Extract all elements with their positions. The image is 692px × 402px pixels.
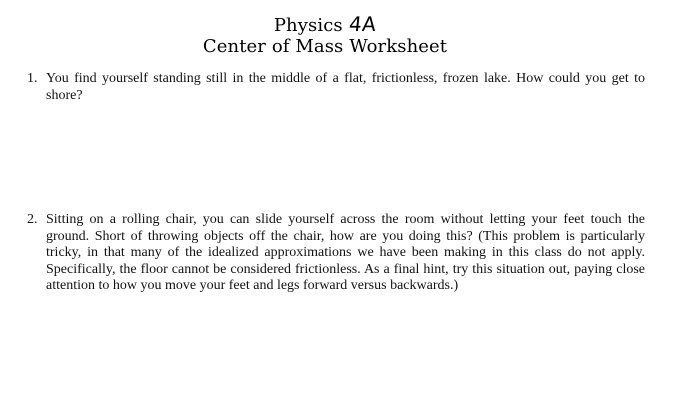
page-subtitle: Center of Mass Worksheet <box>202 36 448 57</box>
question-item <box>27 212 645 295</box>
title-prefix: Physics <box>273 15 343 36</box>
question-number: 1. <box>27 71 38 86</box>
question-number: 2. <box>27 212 38 227</box>
question-item <box>27 71 645 104</box>
worksheet-header <box>0 14 650 57</box>
question-text: Sitting on a rolling chair, you can slide yourself across the room without letting your feet touch the ground. Short of throwing objects off the chair, how are you doing this? (This problem is particularly tricky, in that many of the idealized approximations we have been making in this class do not apply. Specifically, the floor cannot be considered frictionless. As a final hint, try this situation out, paying close attention to how you move your feet and legs forward versus backwards.) <box>46 212 645 293</box>
question-text: You find yourself standing still in the middle of a flat, frictionless, frozen lake. How could you get to shore? <box>46 71 645 103</box>
page-title <box>0 14 650 36</box>
handwritten-course-number: 4A <box>347 12 378 36</box>
